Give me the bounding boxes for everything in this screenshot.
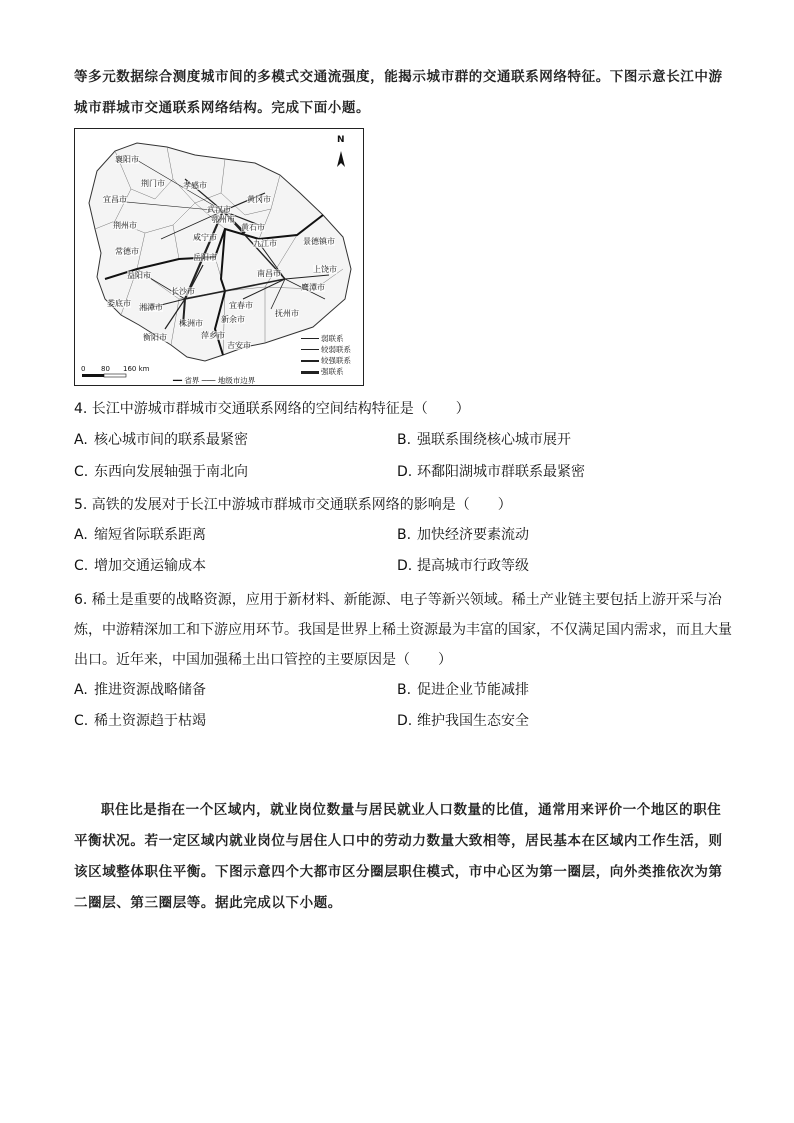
question-4-option-a[interactable]: A. 核心城市间的联系最紧密 (74, 432, 248, 448)
city-label: 南昌市 (257, 269, 281, 278)
question-6-option-d[interactable]: D. 维护我国生态安全 (397, 713, 529, 729)
city-label: 湘潭市 (139, 303, 163, 312)
question-6-option-a[interactable]: A. 推进资源战略储备 (74, 682, 206, 698)
intro-paragraph-jobs-housing: 职住比是指在一个区域内，就业岗位数量与居民就业人口数量的比值，通常用来评价一个地区的职住平衡状况。若一定区域内就业岗位与居住人口中的劳动力数量大致相等，居民基本在区域内工作生活，则该区域整体职住平衡。下图示意四个大都市区分圈层职住模式，市中心区为第一圈层，向外类推依次为第二圈层、第三圈层等。据此完成以下小题。 (74, 802, 723, 911)
city-label: 鹰潭市 (301, 283, 325, 292)
scale-bar-graphic (81, 373, 151, 381)
north-arrow-label: N (337, 135, 345, 145)
city-label: 新余市 (221, 315, 245, 324)
city-label: 鄂州市 (211, 215, 235, 224)
city-label: 长沙市 (171, 287, 195, 296)
city-label: 咸宁市 (193, 233, 217, 242)
city-label: 黄冈市 (247, 195, 271, 204)
question-6-option-b[interactable]: B. 促进企业节能减排 (397, 682, 529, 698)
city-label: 九江市 (253, 239, 277, 248)
city-label: 常德市 (115, 247, 139, 256)
question-4-option-d[interactable]: D. 环鄱阳湖城市群联系最紧密 (397, 464, 585, 480)
city-label: 娄底市 (107, 299, 131, 308)
legend-fairly-weak: 较弱联系 (301, 344, 361, 355)
scale-tick: 80 (101, 365, 110, 373)
city-label: 吉安市 (227, 341, 251, 350)
question-5-stem: 5. 高铁的发展对于长江中游城市群城市交通联系网络的影响是（ ） (74, 497, 512, 513)
city-label: 衡阳市 (143, 333, 167, 342)
question-4-stem: 4. 长江中游城市群城市交通联系网络的空间结构特征是（ ） (74, 401, 470, 417)
city-label: 荆门市 (141, 179, 165, 188)
question-6-stem: 6. 稀土是重要的战略资源，应用于新材料、新能源、电子等新兴领域。稀土产业链主要包括上游开采与冶炼，中游精深加工和下游应用环节。我国是世界上稀土资源最为丰富的国家，不仅满足国内需求，而且大量出口。近年来，中国加强稀土出口管控的主要原因是（ ） (74, 592, 732, 668)
question-6-option-c[interactable]: C. 稀土资源趋于枯竭 (74, 713, 206, 729)
city-label: 荆州市 (113, 221, 137, 230)
city-label: 岳阳市 (193, 253, 217, 262)
question-5-option-a[interactable]: A. 缩短省际联系距离 (74, 527, 206, 543)
scale-tick: 160 km (123, 365, 150, 373)
legend-fairly-strong: 较强联系 (301, 355, 361, 366)
city-label: 黄石市 (241, 223, 265, 232)
question-5-option-b[interactable]: B. 加快经济要素流动 (397, 527, 529, 543)
legend-weak: 弱联系 (321, 334, 344, 343)
intro-paragraph-transport: 等多元数据综合测度城市间的多模式交通流强度，能揭示城市群的交通联系网络特征。下图示意长江中游城市群城市交通联系网络结构。完成下面小题。 (74, 69, 723, 116)
scale-tick: 0 (81, 365, 86, 373)
city-label: 武汉市 (207, 205, 231, 214)
city-label: 宜昌市 (103, 195, 127, 204)
city-label: 景德镇市 (303, 237, 335, 246)
question-4-option-b[interactable]: B. 强联系围绕核心城市展开 (397, 432, 571, 448)
city-label: 襄阳市 (115, 155, 139, 164)
question-4-option-c[interactable]: C. 东西向发展轴强于南北向 (74, 464, 248, 480)
city-label: 孝感市 (183, 181, 207, 190)
city-label: 抚州市 (275, 309, 299, 318)
city-label: 益阳市 (127, 271, 151, 280)
city-label: 株洲市 (179, 319, 203, 328)
city-label: 上饶市 (313, 265, 337, 274)
question-5-option-d[interactable]: D. 提高城市行政等级 (397, 558, 529, 574)
transport-network-map (74, 128, 364, 386)
map-legend (301, 333, 361, 377)
question-5-option-c[interactable]: C. 增加交通运输成本 (74, 558, 206, 574)
boundary-legend: ━━ 省界 ─── 地级市边界 (173, 376, 256, 385)
legend-strong: 强联系 (301, 366, 361, 377)
city-label: 萍乡市 (201, 331, 225, 340)
city-label: 宜春市 (229, 301, 253, 310)
